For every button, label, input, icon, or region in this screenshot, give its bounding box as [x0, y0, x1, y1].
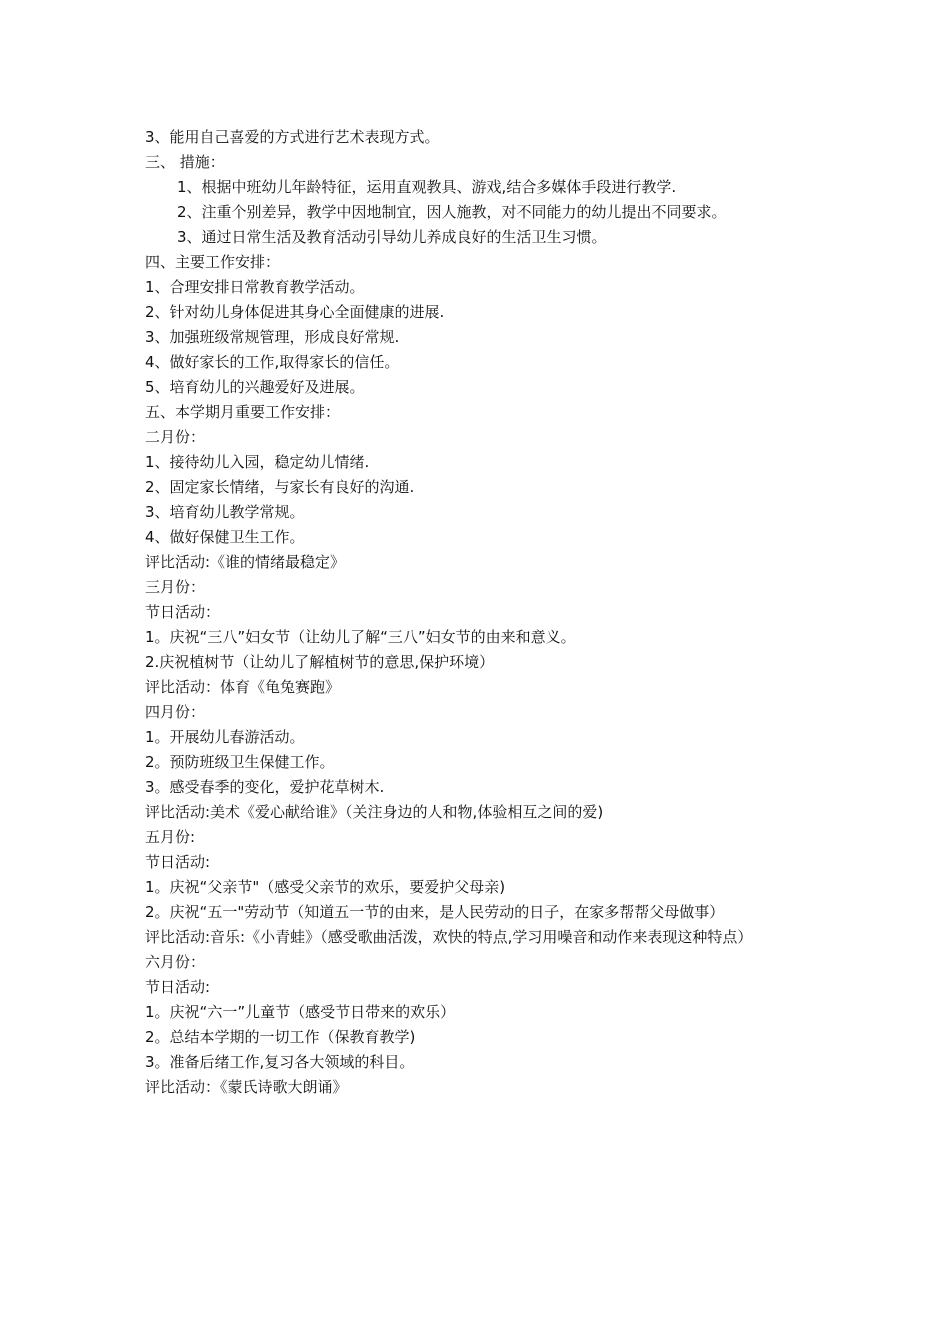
text-line-may-2: 2。庆祝“五一"劳动节（知道五一节的由来，是人民劳动的日子，在家多帮帮父母做事）	[145, 903, 725, 921]
text-line-jun-1: 1。庆祝“六一”儿童节（感受节日带来的欢乐）	[145, 1003, 456, 1021]
month-heading-feb: 二月份：	[145, 428, 206, 446]
text-line-feb-3: 3、培育幼儿教学常规。	[145, 503, 305, 521]
month-heading-mar: 三月份：	[145, 578, 206, 596]
text-line-mar-1: 1。庆祝“三八”妇女节（让幼儿了解“三八”妇女节的由来和意义。	[145, 628, 576, 646]
text-line-measure-3: 3、通过日常生活及教育活动引导幼儿养成良好的生活卫生习惯。	[177, 228, 607, 246]
section-heading-monthly: 五、本学期月重要工作安排：	[145, 403, 341, 421]
text-line-jun-festival: 节日活动:	[145, 978, 211, 996]
text-line-feb-2: 2、固定家长情绪，与家长有良好的沟通.	[145, 478, 415, 496]
month-heading-may: 五月份:	[145, 828, 196, 846]
text-line-apr-1: 1。开展幼儿春游活动。	[145, 728, 305, 746]
text-line-apr-3: 3。感受春季的变化，爱护花草树木.	[145, 778, 385, 796]
text-line-work-2: 2、针对幼儿身体促进其身心全面健康的进展.	[145, 303, 445, 321]
text-line-jun-contest: 评比活动：《蒙氏诗歌大朗诵》	[145, 1078, 348, 1096]
text-line-measure-1: 1、根据中班幼儿年龄特征，运用直观教具、游戏,结合多媒体手段进行教学.	[177, 178, 677, 196]
text-line-mar-festival: 节日活动：	[145, 603, 221, 621]
text-line-work-3: 3、加强班级常规管理，形成良好常规.	[145, 328, 400, 346]
text-line-work-5: 5、培育幼儿的兴趣爱好及进展。	[145, 378, 365, 396]
section-heading-measures: 三、 措施：	[145, 153, 225, 171]
text-line-feb-1: 1、接待幼儿入园，稳定幼儿情绪.	[145, 453, 370, 471]
text-line-mar-2: 2.庆祝植树节（让幼儿了解植树节的意思,保护环境）	[145, 653, 495, 671]
text-line-goal-3: 3、能用自己喜爱的方式进行艺术表现方式。	[145, 128, 440, 146]
text-line-mar-contest: 评比活动：体育《龟兔赛跑》	[145, 678, 341, 696]
text-line-measure-2: 2、注重个别差异，教学中因地制宜，因人施教，对不同能力的幼儿提出不同要求。	[177, 203, 727, 221]
text-line-feb-4: 4、做好保健卫生工作。	[145, 528, 305, 546]
text-line-may-festival: 节日活动:	[145, 853, 211, 871]
text-line-apr-contest: 评比活动:美术《爱心献给谁》（关注身边的人和物,体验相互之间的爱)	[145, 803, 604, 821]
month-heading-jun: 六月份：	[145, 953, 206, 971]
text-line-work-4: 4、做好家长的工作,取得家长的信任。	[145, 353, 400, 371]
text-line-feb-contest: 评比活动:《谁的情绪最稳定》	[145, 553, 346, 571]
text-line-jun-3: 3。准备后绪工作,复习各大领域的科目。	[145, 1053, 415, 1071]
month-heading-apr: 四月份：	[145, 703, 206, 721]
text-line-may-contest: 评比活动:音乐:《小青蛙》（感受歌曲活泼，欢快的特点,学习用噪音和动作来表现这种特点）	[145, 928, 753, 946]
text-line-apr-2: 2。预防班级卫生保健工作。	[145, 753, 335, 771]
document-body	[145, 125, 825, 1100]
text-line-jun-2: 2。总结本学期的一切工作（保教育教学)	[145, 1028, 416, 1046]
text-line-may-1: 1。庆祝“父亲节"（感受父亲节的欢乐，要爱护父母亲)	[145, 878, 506, 896]
text-line-work-1: 1、合理安排日常教育教学活动。	[145, 278, 365, 296]
section-heading-main-work: 四、主要工作安排：	[145, 253, 281, 271]
